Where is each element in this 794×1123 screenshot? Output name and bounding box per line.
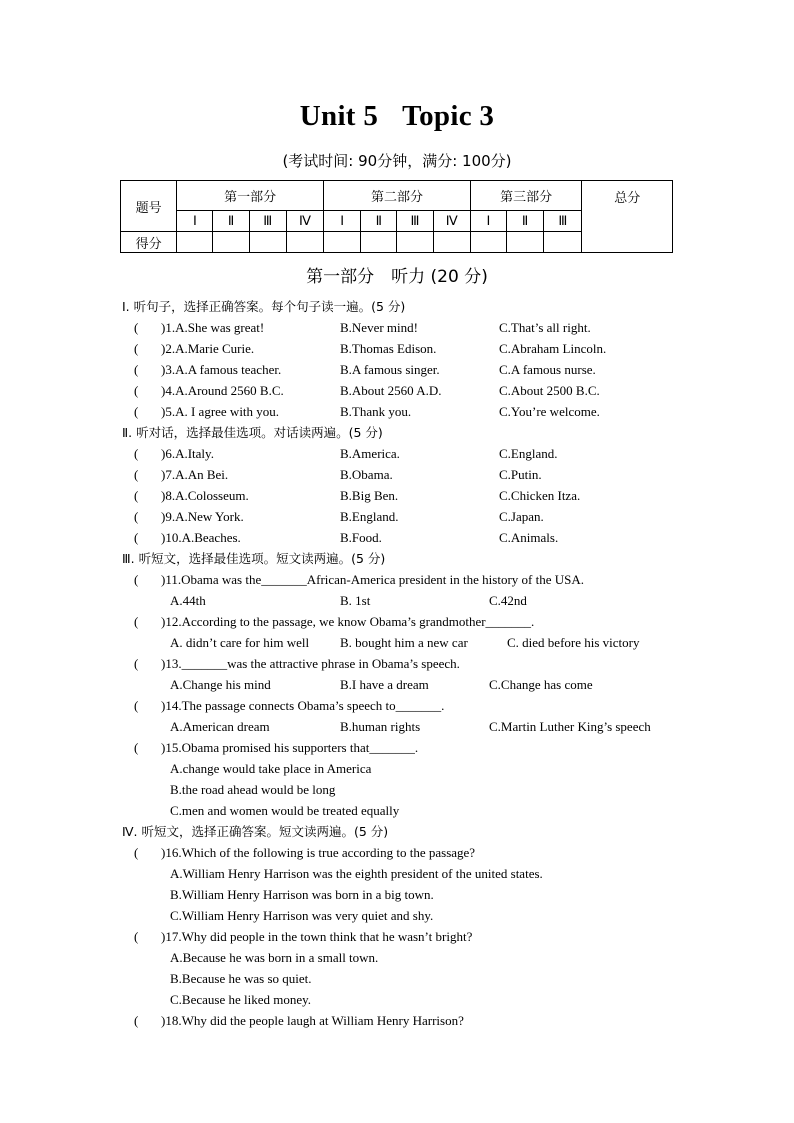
answer-paren[interactable]: ( — [134, 488, 139, 503]
score-cell[interactable] — [470, 232, 506, 253]
roman-cell: Ⅳ — [433, 211, 470, 232]
score-cell[interactable] — [177, 232, 213, 253]
roman-cell: Ⅱ — [361, 211, 397, 232]
roman-cell: Ⅰ — [177, 211, 213, 232]
roman-cell: Ⅲ — [544, 211, 582, 232]
option-c: C.men and women would be treated equally — [170, 803, 400, 818]
score-header-part2: 第二部分 — [324, 181, 471, 211]
answer-paren[interactable]: ( — [134, 929, 139, 944]
option-a: A.44th — [170, 593, 206, 608]
option-a: )4.A.Around 2560 B.C. — [161, 383, 284, 398]
answer-paren[interactable]: ( — [134, 530, 139, 545]
option-a: )8.A.Colosseum. — [161, 488, 249, 503]
score-cell[interactable] — [507, 232, 544, 253]
section-4-heading: Ⅳ. 听短文，选择正确答案。短文读两遍。(5 分) — [122, 824, 389, 839]
option-a: )2.A.Marie Curie. — [161, 341, 255, 356]
option-c: C.Chicken Itza. — [499, 488, 581, 503]
question-stem: )13._______was the attractive phrase in Obama’s speech. — [161, 656, 460, 671]
answer-paren[interactable]: ( — [134, 383, 139, 398]
score-header-part3: 第三部分 — [470, 181, 582, 211]
question-stem: )16.Which of the following is true according to the passage? — [161, 845, 476, 860]
answer-paren[interactable]: ( — [134, 404, 139, 419]
exam-info: (考试时间: 90分钟，满分: 100分) — [282, 152, 512, 170]
question-11 — [122, 569, 682, 590]
option-b: B.About 2560 A.D. — [340, 383, 442, 398]
score-cell[interactable] — [324, 232, 361, 253]
score-table — [120, 180, 673, 253]
answer-paren[interactable]: ( — [134, 341, 139, 356]
answer-paren[interactable]: ( — [134, 446, 139, 461]
answer-paren[interactable]: ( — [134, 1013, 139, 1028]
option-c: C.Martin Luther King’s speech — [489, 719, 651, 734]
option-c: C.Animals. — [499, 530, 559, 545]
question-5 — [122, 401, 682, 422]
answer-paren[interactable]: ( — [134, 698, 139, 713]
question-2 — [122, 338, 682, 359]
roman-cell: Ⅲ — [249, 211, 286, 232]
section-1-heading: Ⅰ. 听句子，选择正确答案。每个句子读一遍。(5 分) — [122, 299, 406, 314]
option-b: B.Thank you. — [340, 404, 412, 419]
answer-paren[interactable]: ( — [134, 362, 139, 377]
question-15 — [122, 737, 682, 758]
question-14 — [122, 695, 682, 716]
option-b: B.America. — [340, 446, 400, 461]
option-b: B.William Henry Harrison was born in a big town. — [170, 887, 434, 902]
option-b: B.Obama. — [340, 467, 393, 482]
roman-cell: Ⅰ — [470, 211, 506, 232]
option-b: B.Because he was so quiet. — [170, 971, 312, 986]
option-b: B.Never mind! — [340, 320, 418, 335]
score-header-number: 题号 — [121, 181, 177, 232]
question-13-options — [122, 674, 682, 695]
option-b: B.England. — [340, 509, 399, 524]
option-a: )7.A.An Bei. — [161, 467, 229, 482]
answer-paren[interactable]: ( — [134, 509, 139, 524]
question-18 — [122, 1010, 682, 1031]
option-a: A.change would take place in America — [170, 761, 372, 776]
option-c: C.Putin. — [499, 467, 542, 482]
question-16 — [122, 842, 682, 863]
roman-cell: Ⅳ — [286, 211, 323, 232]
question-6 — [122, 443, 682, 464]
score-header-part1: 第一部分 — [177, 181, 324, 211]
option-a: )1.A.She was great! — [161, 320, 265, 335]
section-2-heading: Ⅱ. 听对话，选择最佳选项。对话读两遍。(5 分) — [122, 425, 383, 440]
question-1 — [122, 317, 682, 338]
option-c: C.Because he liked money. — [170, 992, 312, 1007]
option-b: B.Big Ben. — [340, 488, 399, 503]
option-a: A. didn’t care for him well — [170, 635, 310, 650]
option-b: B.A famous singer. — [340, 362, 440, 377]
question-8 — [122, 485, 682, 506]
question-12-options — [122, 632, 682, 653]
option-c: C. died before his victory — [507, 635, 640, 650]
answer-paren[interactable]: ( — [134, 320, 139, 335]
option-b: B.Food. — [340, 530, 382, 545]
option-a: )10.A.Beaches. — [161, 530, 241, 545]
question-stem: )11.Obama was the_______African-America president in the history of the USA. — [161, 572, 584, 587]
answer-paren[interactable]: ( — [134, 656, 139, 671]
option-c: C.England. — [499, 446, 558, 461]
score-cell[interactable] — [213, 232, 249, 253]
section-3-heading: Ⅲ. 听短文，选择最佳选项。短文读两遍。(5 分) — [122, 551, 386, 566]
option-c: C.William Henry Harrison was very quiet and shy. — [170, 908, 434, 923]
score-header-total: 总分 — [582, 181, 673, 253]
option-c: C.That’s all right. — [499, 320, 591, 335]
score-cell[interactable] — [361, 232, 397, 253]
option-c: C.You’re welcome. — [499, 404, 600, 419]
question-7 — [122, 464, 682, 485]
option-c: C.A famous nurse. — [499, 362, 596, 377]
question-14-options — [122, 716, 682, 737]
option-b: B.Thomas Edison. — [340, 341, 437, 356]
option-c: C.Abraham Lincoln. — [499, 341, 607, 356]
question-stem: )17.Why did people in the town think that he wasn’t bright? — [161, 929, 473, 944]
question-11-options — [122, 590, 682, 611]
score-label: 得分 — [121, 232, 177, 253]
roman-cell: Ⅱ — [213, 211, 249, 232]
option-c: C.About 2500 B.C. — [499, 383, 600, 398]
option-a: )6.A.Italy. — [161, 446, 214, 461]
score-cell[interactable] — [249, 232, 286, 253]
score-cell[interactable] — [397, 232, 433, 253]
roman-cell: Ⅲ — [397, 211, 433, 232]
option-a: )5.A. I agree with you. — [161, 404, 280, 419]
option-b: B.I have a dream — [340, 677, 429, 692]
option-a: )9.A.New York. — [161, 509, 244, 524]
answer-paren[interactable]: ( — [134, 467, 139, 482]
question-10 — [122, 527, 682, 548]
option-a: A.Because he was born in a small town. — [170, 950, 379, 965]
title-unit: Unit 5 — [299, 100, 379, 132]
option-b: B.the road ahead would be long — [170, 782, 336, 797]
answer-paren[interactable]: ( — [134, 740, 139, 755]
score-cell[interactable] — [544, 232, 582, 253]
page-title — [0, 100, 794, 133]
question-stem: )14.The passage connects Obama’s speech to_______. — [161, 698, 445, 713]
question-4 — [122, 380, 682, 401]
question-stem: )18.Why did the people laugh at William Henry Harrison? — [161, 1013, 464, 1028]
option-b: B.human rights — [340, 719, 421, 734]
question-stem: )15.Obama promised his supporters that_______. — [161, 740, 419, 755]
roman-cell: Ⅱ — [507, 211, 544, 232]
option-a: A.Change his mind — [170, 677, 271, 692]
option-a: )3.A.A famous teacher. — [161, 362, 282, 377]
score-cell[interactable] — [433, 232, 470, 253]
option-c: C.Japan. — [499, 509, 544, 524]
roman-cell: Ⅰ — [324, 211, 361, 232]
option-b: B. 1st — [340, 593, 371, 608]
answer-paren[interactable]: ( — [134, 845, 139, 860]
option-a: A.American dream — [170, 719, 270, 734]
option-b: B. bought him a new car — [340, 635, 468, 650]
score-cell[interactable] — [286, 232, 323, 253]
answer-paren[interactable]: ( — [134, 572, 139, 587]
question-12 — [122, 611, 682, 632]
listening-content — [122, 296, 682, 1031]
title-topic: Topic 3 — [402, 100, 495, 132]
answer-paren[interactable]: ( — [134, 614, 139, 629]
part-one-title: 第一部分 听力 (20 分) — [306, 267, 488, 287]
option-a: A.William Henry Harrison was the eighth president of the united states. — [170, 866, 543, 881]
question-9 — [122, 506, 682, 527]
question-13 — [122, 653, 682, 674]
option-c: C.Change has come — [489, 677, 593, 692]
question-stem: )12.According to the passage, we know Obama’s grandmother_______. — [161, 614, 535, 629]
option-c: C.42nd — [489, 593, 527, 608]
question-3 — [122, 359, 682, 380]
question-17 — [122, 926, 682, 947]
